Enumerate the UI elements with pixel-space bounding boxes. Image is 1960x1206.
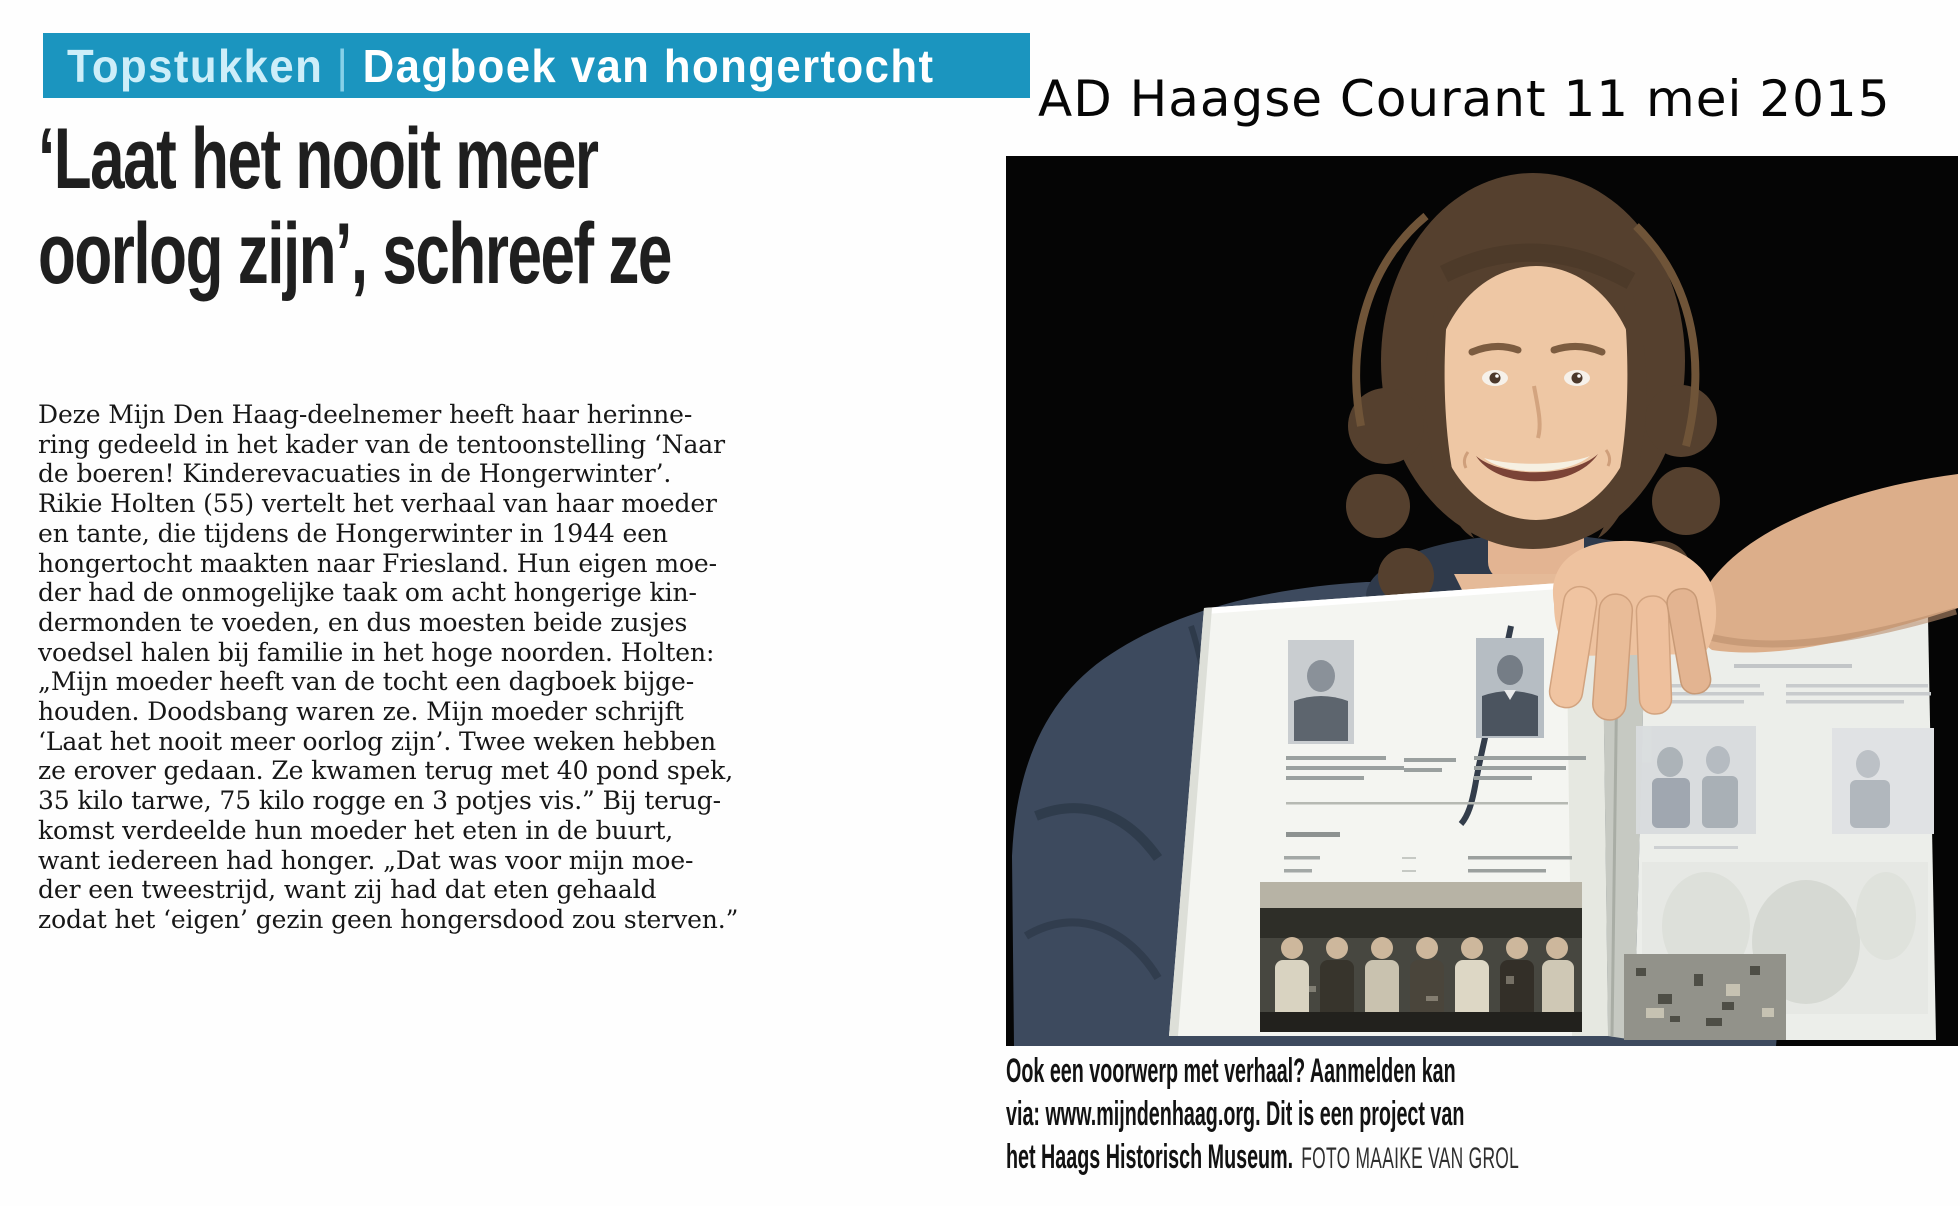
album-portrait-photo bbox=[1476, 638, 1544, 738]
caption-lines bbox=[1006, 1050, 1891, 1136]
caption-line bbox=[1006, 1136, 1519, 1180]
article-line: en tante, die tijdens de Hongerwinter in 1944 een bbox=[38, 518, 668, 548]
iris bbox=[1572, 373, 1583, 384]
article-line: de boeren! Kinderevacuaties in de Hongerwinter’. bbox=[38, 459, 672, 489]
article-line: houden. Doodsbang waren ze. Mijn moeder schrijft bbox=[38, 697, 684, 727]
photo-caption bbox=[1006, 1050, 1891, 1180]
hair-curl bbox=[1346, 474, 1410, 538]
section-label: Topstukken bbox=[67, 39, 324, 92]
masthead-date: AD Haagse Courant 11 mei 2015 bbox=[1038, 70, 1891, 128]
iris bbox=[1490, 373, 1501, 384]
right-page-faded-photo bbox=[1636, 726, 1756, 834]
article-line: der een tweestrijd, want zij had dat eten gehaald bbox=[38, 875, 657, 905]
album-portrait-photo bbox=[1288, 640, 1354, 744]
article-line: ‘Laat het nooit meer oorlog zijn’. Twee weken hebben bbox=[38, 726, 717, 756]
finger bbox=[1636, 595, 1672, 714]
article-line: Deze Mijn Den Haag-deelnemer heeft haar herinne- bbox=[38, 400, 693, 429]
right-page-heading bbox=[1734, 664, 1852, 668]
album-rule bbox=[1286, 802, 1568, 805]
banner-divider: | bbox=[336, 39, 350, 92]
hair-curl bbox=[1645, 385, 1717, 457]
article-line: zodat het ‘eigen’ gezin geen hongersdood zou sterven.” bbox=[38, 904, 739, 934]
article-line: ze erover gedaan. Ze kwamen terug met 40 pond spek, bbox=[38, 756, 734, 786]
section-title: Dagboek van hongertocht bbox=[362, 39, 935, 92]
photo-album bbox=[1169, 580, 1936, 1040]
caption-museum-text: het Haags Historisch Museum. bbox=[1006, 1138, 1294, 1176]
right-page-caption bbox=[1654, 846, 1738, 849]
album-list-heading bbox=[1286, 832, 1340, 837]
article-headline bbox=[38, 112, 917, 302]
article-line: komst verdeelde hun moeder het eten in de buurt, bbox=[38, 815, 674, 845]
article-line: hongertocht maakten naar Friesland. Hun eigen moe- bbox=[38, 548, 717, 578]
album-group-photo bbox=[1260, 882, 1582, 1032]
photo-credit: FOTO MAAIKE VAN GROL bbox=[1301, 1142, 1520, 1175]
news-photo bbox=[1006, 156, 1958, 1046]
caption-line: via: www.mijndenhaag.org. Dit is een project van bbox=[1006, 1095, 1465, 1133]
right-page-bottom-photo bbox=[1624, 954, 1786, 1040]
article-body bbox=[38, 400, 738, 935]
article-line: „Mijn moeder heeft van de tocht een dagboek bijge- bbox=[38, 667, 695, 697]
article-line: voedsel halen bij familie in het hoge noorden. Holten: bbox=[38, 637, 715, 667]
article-line: der had de onmogelijke taak om acht hongerige kin- bbox=[38, 578, 697, 608]
article-line: want iedereen had honger. „Dat was voor mijn moe- bbox=[38, 845, 694, 875]
headline-line: oorlog zijn’, schreef ze bbox=[38, 206, 671, 302]
eye-glint bbox=[1495, 374, 1499, 378]
eye-glint bbox=[1577, 374, 1581, 378]
article-line: ring gedeeld in het kader van de tentoonstelling ‘Naar bbox=[38, 429, 725, 459]
section-banner-text bbox=[67, 39, 934, 93]
headline-line: ‘Laat het nooit meer bbox=[38, 111, 598, 207]
news-photo-illustration bbox=[1006, 156, 1958, 1046]
section-banner bbox=[43, 33, 1030, 98]
article-line: dermonden te voeden, en dus moesten beide zusjes bbox=[38, 607, 688, 637]
article-line: 35 kilo tarwe, 75 kilo rogge en 3 potjes vis.” Bij terug- bbox=[38, 786, 721, 816]
caption-line: Ook een voorwerp met verhaal? Aanmelden kan bbox=[1006, 1052, 1456, 1090]
article-line: Rikie Holten (55) vertelt het verhaal van haar moeder bbox=[38, 489, 717, 519]
hair-curl bbox=[1652, 467, 1720, 535]
right-page-faded-photo bbox=[1832, 728, 1934, 834]
